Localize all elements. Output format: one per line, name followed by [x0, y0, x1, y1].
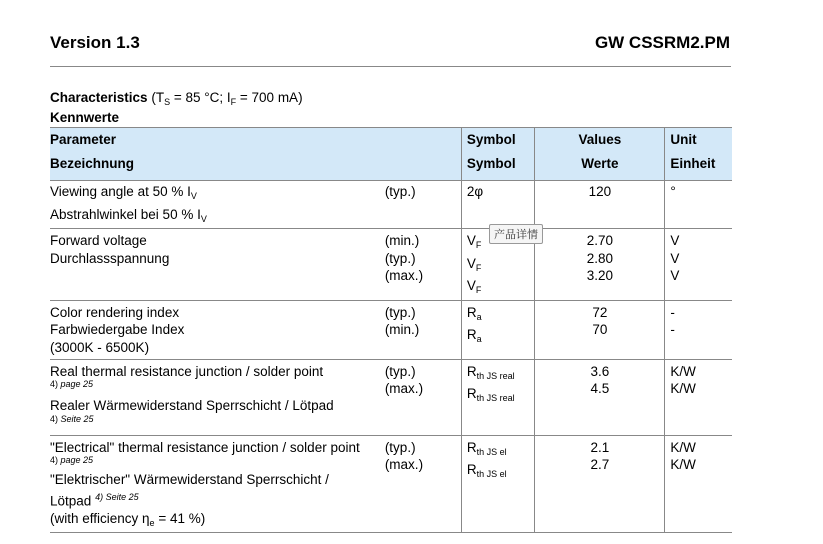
part-number: GW CSSRM2.PM: [594, 33, 730, 52]
parameter-cell: Forward voltage Durchlassspannung: [50, 229, 385, 301]
version-label: Version 1.3: [50, 33, 140, 52]
header-parameter-de: Bezeichnung: [50, 156, 461, 181]
value-cell: 72 70: [535, 300, 665, 359]
unit-cell: °: [665, 181, 732, 229]
characteristics-table: [50, 127, 732, 533]
header-unit-de: Einheit: [665, 156, 732, 181]
type-cell: (typ.) (max.): [385, 359, 462, 435]
header-values: Values: [535, 128, 665, 157]
product-details-tooltip[interactable]: 产品详情: [489, 224, 543, 244]
header-values-de: Werte: [535, 156, 665, 181]
header-unit: Unit: [665, 128, 732, 157]
header-parameter: Parameter: [50, 128, 461, 157]
symbol-cell: $R_{th JS real}$ $R_{th JS real}$: [461, 359, 535, 435]
characteristics-heading: Characteristics ($T_S = 85$ °C; $I_F = 700$ mA) Kennwerte: [50, 90, 303, 125]
header-symbol: Symbol: [461, 128, 535, 157]
symbol-cell: $R_{th JS el}$ $R_{th JS el}$: [461, 435, 535, 533]
value-cell: 2.1 2.7: [535, 435, 665, 533]
header-symbol-de: Symbol: [461, 156, 535, 181]
parameter-cell: Color rendering index Farbwiedergabe Index (3000K - 6500K): [50, 300, 385, 359]
table-row: [50, 229, 732, 301]
table-row: [50, 435, 732, 533]
unit-cell: - -: [665, 300, 732, 359]
type-cell: (typ.): [385, 181, 462, 229]
parameter-cell: Viewing angle at 50 % $I_V$ Abstrahlwinkel bei 50 % $I_V$: [50, 181, 385, 229]
value-cell: 3.6 4.5: [535, 359, 665, 435]
value-cell: 2.70 2.80 3.20: [535, 229, 665, 301]
unit-cell: K/W K/W: [665, 359, 732, 435]
type-cell: (min.) (typ.) (max.): [385, 229, 462, 301]
value-cell: 120: [535, 181, 665, 229]
symbol-cell: $V_F$ $V_F$ $V_F$: [461, 229, 535, 301]
parameter-cell: Real thermal resistance junction / solder point 4) page 25 Realer Wärmewiderstand Sperrschicht / Lötpad 4) Seite 25: [50, 359, 385, 435]
unit-cell: K/W K/W: [665, 435, 732, 533]
parameter-cell: "Electrical" thermal resistance junction / solder point 4) page 25 "Elektrischer" Wärmewiderstand Sperrschicht / Lötpad $^{4) Seite 25}$ (with efficiency $\eta_e = 41$ %): [50, 435, 385, 533]
characteristics-title: Characteristics: [50, 90, 148, 105]
symbol-cell: $R_a$ $R_a$: [461, 300, 535, 359]
symbol-cell: 2φ: [461, 181, 535, 229]
unit-cell: V V V: [665, 229, 732, 301]
table-row: [50, 181, 732, 229]
type-cell: (typ.) (max.): [385, 435, 462, 533]
characteristics-title-de: Kennwerte: [50, 110, 120, 125]
table-row: [50, 300, 732, 359]
type-cell: (typ.) (min.): [385, 300, 462, 359]
table-row: [50, 359, 732, 435]
header-divider: [50, 66, 731, 67]
